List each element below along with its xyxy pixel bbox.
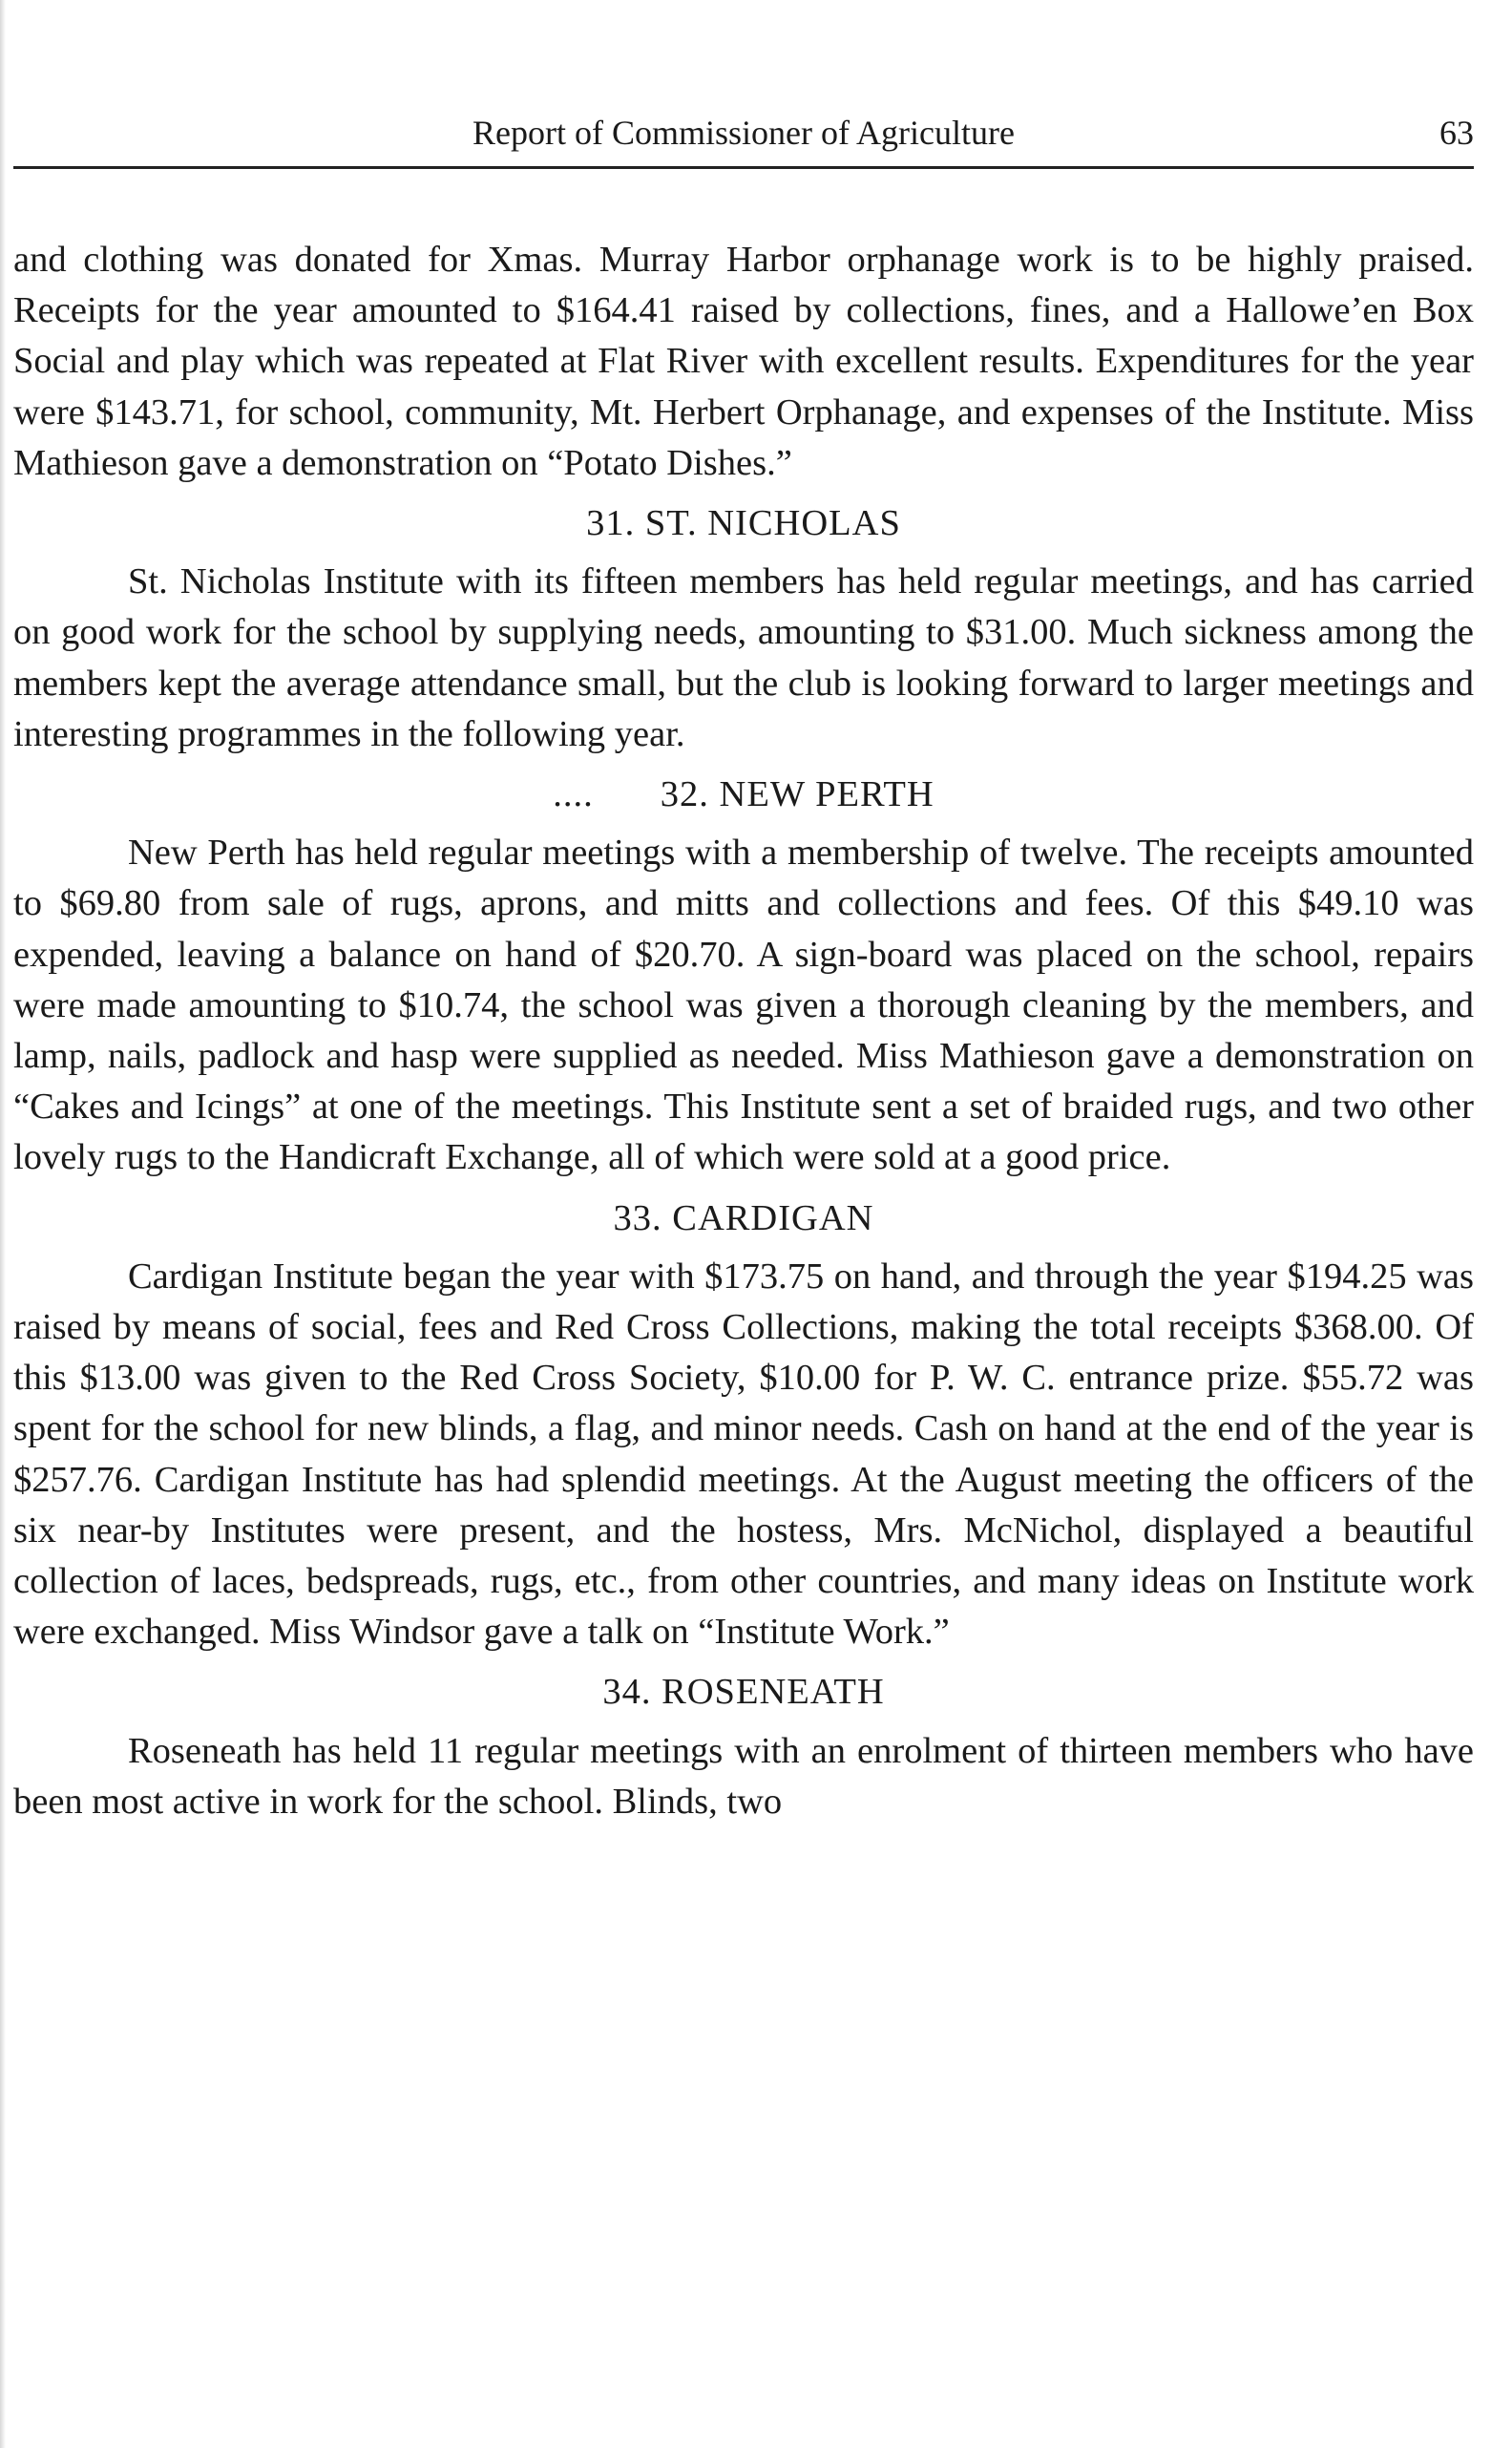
section-body-new-perth: New Perth has held regular meetings with a membership of twelve. The receipts amounted to $69.80 from sale of rugs, aprons, and mitts and collections and fees. Of this $49.10 was expended, leaving a balance on hand of $20.70. A sign-board was placed on the school, repairs were made amounting to $10.74, the school was given a thorough cleaning by the members, and lamp, nails, padlock and hasp were supplied as needed. Miss Mathieson gave a demonstration on “Cakes and Icings” at one of the meetings. This Institute sent a set of braided rugs, and two other lovely rugs to the Handicraft Exchange, all of which were sold at a good price. xyxy=(13,833,1474,1178)
section-heading-st-nicholas: 31. ST. NICHOLAS xyxy=(586,503,901,544)
body-text xyxy=(13,235,1474,1827)
header-title: Report of Commissioner of Agriculture xyxy=(472,114,1015,152)
header-rule xyxy=(13,166,1474,169)
page-edge-shadow xyxy=(0,0,6,2448)
section-heading-row-new-perth xyxy=(13,760,1474,828)
running-header xyxy=(13,107,1474,158)
section-body-st-nicholas: St. Nicholas Institute with its fifteen members has held regular meetings, and has carried on good work for the school by supplying needs, amounting to $31.00. Much sickness among the members kept the average attendance small, but the club is looking forward to larger meetings and interesting programmes in the following year. xyxy=(13,561,1474,754)
page-number: 63 xyxy=(1439,114,1474,152)
intro-paragraph: and clothing was donated for Xmas. Murray Harbor orphanage work is to be highly praised. Receipts for the year amounted to $164.41 raised by collections, fines, and a Hallowe’en Box Social and play which was repeated at Flat River with excellent results. Expenditures for the year were $143.71, for school, community, Mt. Herbert Orphanage, and expenses of the Institute. Miss Mathieson gave a demonstration on “Potato Dishes.” xyxy=(13,240,1474,483)
section-heading-cardigan: 33. CARDIGAN xyxy=(613,1197,874,1238)
section-heading-new-perth: 32. NEW PERTH xyxy=(660,774,934,815)
section-body-cardigan: Cardigan Institute began the year with $173.75 on hand, and through the year $194.25 was raised by means of social, fees and Red Cross Collections, making the total receipts $368.00. Of this $13.00 was given to the Red Cross Society, $10.00 for P. W. C. entrance prize. $55.72 was spent for the school for new blinds, a flag, and minor needs. Cash on hand at the end of the year is $257.76. Cardigan Institute has had splendid meetings. At the August meeting the officers of the six near-by Institutes were present, and the hostess, Mrs. McNichol, displayed a beautiful collection of laces, bedspreads, rugs, etc., from other countries, and many ideas on Institute work were exchanged. Miss Windsor gave a talk on “Institute Work.” xyxy=(13,1256,1474,1653)
section-body-roseneath: Roseneath has held 11 regular meetings with an enrolment of thirteen members who have been most active in work for the school. Blinds, two xyxy=(13,1730,1474,1822)
section-heading-roseneath: 34. ROSENEATH xyxy=(602,1672,885,1713)
dotted-mark: .... xyxy=(553,774,594,815)
